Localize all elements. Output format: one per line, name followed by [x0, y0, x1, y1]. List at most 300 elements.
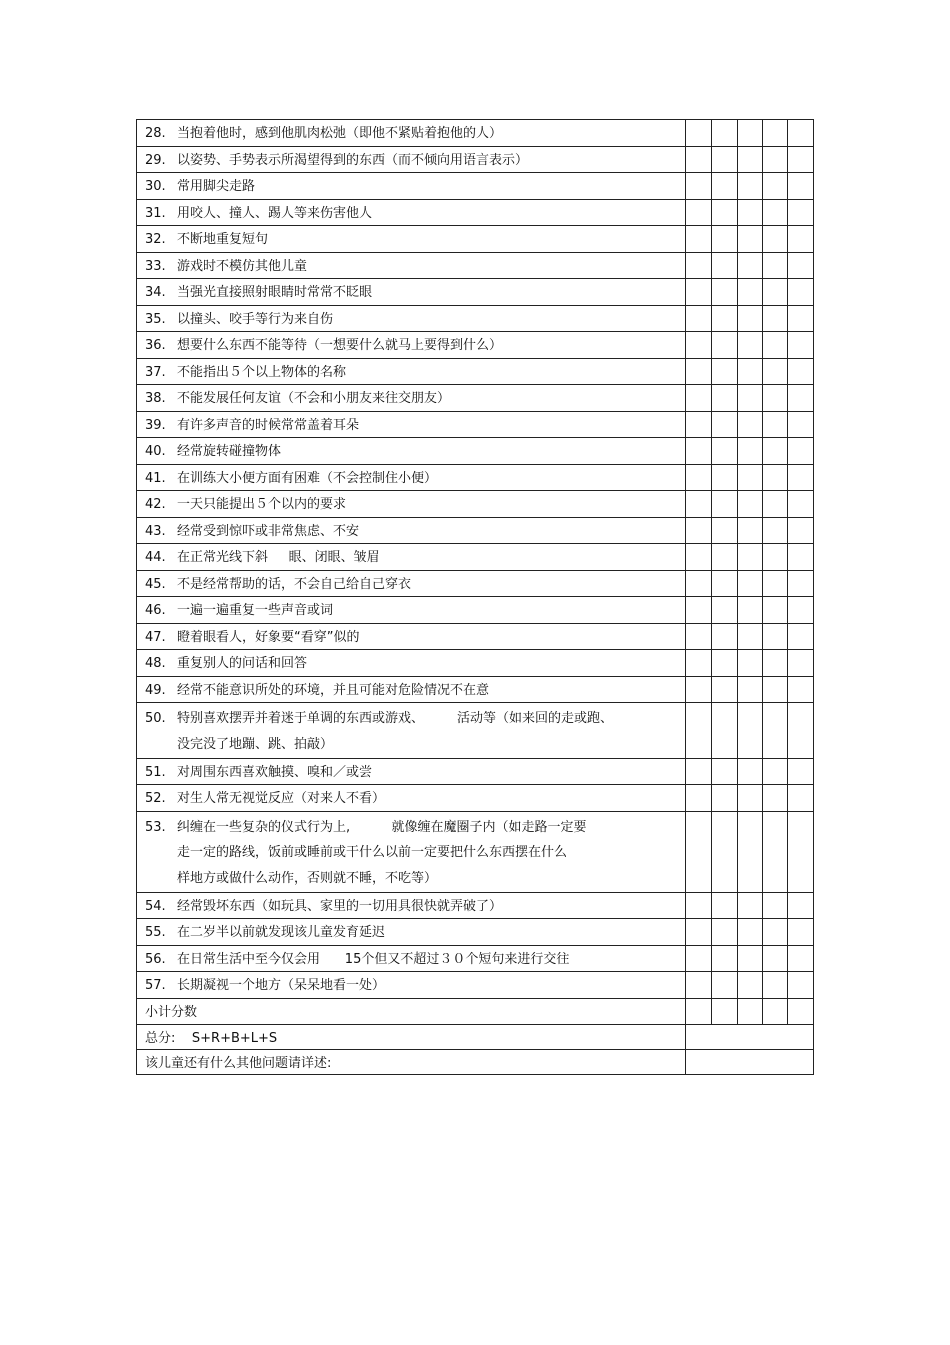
- item-score-cell-1[interactable]: [686, 811, 712, 892]
- item-number: 31.: [145, 205, 166, 221]
- item-score-cell-4[interactable]: [763, 173, 788, 200]
- item-score-cell-3[interactable]: [738, 199, 763, 226]
- item-text-cell: [137, 279, 686, 306]
- item-row: [137, 385, 814, 412]
- item-row: [137, 972, 814, 999]
- item-score-cell-4[interactable]: [763, 491, 788, 518]
- item-score-cell-1[interactable]: [686, 676, 712, 703]
- item-line: [145, 203, 685, 226]
- item-number: 53.: [145, 819, 166, 835]
- item-continuation-line: [145, 732, 685, 758]
- item-score-cell-1[interactable]: [686, 385, 712, 412]
- item-score-cell-2[interactable]: [712, 570, 738, 597]
- item-row: [137, 785, 814, 812]
- item-score-cell-4[interactable]: [763, 358, 788, 385]
- item-number: 57.: [145, 978, 166, 994]
- item-number: 33.: [145, 258, 166, 274]
- item-text-cell: [137, 120, 686, 147]
- item-score-cell-2[interactable]: [712, 199, 738, 226]
- item-score-cell-5[interactable]: [788, 811, 814, 892]
- item-line: [145, 896, 685, 919]
- item-score-cell-4[interactable]: [763, 972, 788, 999]
- item-score-cell-3[interactable]: [738, 491, 763, 518]
- item-score-cell-4[interactable]: [763, 703, 788, 759]
- checklist-table: [136, 119, 814, 1075]
- item-score-cell-4[interactable]: [763, 811, 788, 892]
- item-score-cell-2[interactable]: [712, 305, 738, 332]
- item-line: [145, 574, 685, 597]
- item-number: 54.: [145, 898, 166, 914]
- item-score-cell-4[interactable]: [763, 146, 788, 173]
- other-problems-label: 该儿童还有什么其他问题请详述:: [137, 1050, 686, 1075]
- item-score-cell-3[interactable]: [738, 570, 763, 597]
- item-row: [137, 892, 814, 919]
- item-score-cell-4[interactable]: [763, 199, 788, 226]
- item-score-cell-1[interactable]: [686, 226, 712, 253]
- item-line: [145, 150, 685, 173]
- item-number: 51.: [145, 764, 166, 780]
- item-score-cell-1[interactable]: [686, 438, 712, 465]
- item-description: 经常受到惊吓或非常焦虑、不安: [177, 523, 360, 539]
- subtotal-score-cell-5[interactable]: [788, 998, 814, 1025]
- item-number: 37.: [145, 364, 166, 380]
- other-problems-input-cell[interactable]: [686, 1050, 814, 1075]
- item-number: 47.: [145, 629, 166, 645]
- item-score-cell-5[interactable]: [788, 945, 814, 972]
- item-score-cell-3[interactable]: [738, 305, 763, 332]
- item-row: [137, 945, 814, 972]
- item-score-cell-3[interactable]: [738, 332, 763, 359]
- item-score-cell-5[interactable]: [788, 919, 814, 946]
- item-text-cell: [137, 650, 686, 677]
- item-description: 一遍一遍重复一些声音或词: [177, 603, 334, 618]
- item-description: 长期凝视一个地方（呆呆地看一处）: [177, 978, 386, 994]
- item-line: [145, 415, 685, 438]
- item-row: [137, 252, 814, 279]
- item-score-cell-3[interactable]: [738, 811, 763, 892]
- item-score-cell-3[interactable]: [738, 945, 763, 972]
- item-row: [137, 146, 814, 173]
- item-score-cell-5[interactable]: [788, 703, 814, 759]
- item-score-cell-4[interactable]: [763, 226, 788, 253]
- item-number: 48.: [145, 656, 166, 671]
- item-score-cell-3[interactable]: [738, 919, 763, 946]
- item-line: [145, 547, 685, 570]
- item-description: 有许多声音的时候常常盖着耳朵: [177, 417, 360, 433]
- item-score-cell-2[interactable]: [712, 972, 738, 999]
- item-score-cell-2[interactable]: [712, 252, 738, 279]
- item-score-cell-2[interactable]: [712, 279, 738, 306]
- item-row: [137, 703, 814, 759]
- item-description: 在正常光线下斜 眼、闭眼、皱眉: [177, 550, 380, 565]
- item-score-cell-5[interactable]: [788, 623, 814, 650]
- item-description: 对周围东西喜欢触摸、嗅和／或尝: [177, 764, 373, 780]
- item-description: 不能发展任何友谊（不会和小朋友来往交朋友）: [177, 391, 451, 406]
- item-line: [145, 282, 685, 305]
- item-description: 瞪着眼看人，好象要“看穿”似的: [177, 629, 360, 645]
- item-description: 当抱着他时，感到他肌肉松弛（即他不紧贴着抱他的人）: [177, 126, 503, 141]
- item-score-cell-2[interactable]: [712, 919, 738, 946]
- item-score-cell-5[interactable]: [788, 438, 814, 465]
- item-score-cell-5[interactable]: [788, 544, 814, 571]
- item-score-cell-2[interactable]: [712, 623, 738, 650]
- item-score-cell-5[interactable]: [788, 570, 814, 597]
- item-score-cell-4[interactable]: [763, 945, 788, 972]
- item-row: [137, 623, 814, 650]
- item-line: [145, 922, 685, 945]
- item-score-cell-1[interactable]: [686, 464, 712, 491]
- item-description: 在训练大小便方面有困难（不会控制住小便）: [177, 470, 438, 486]
- item-text-cell: [137, 411, 686, 438]
- item-line: [145, 627, 685, 650]
- item-line: [145, 229, 685, 252]
- item-score-cell-2[interactable]: [712, 173, 738, 200]
- item-number: 45.: [145, 576, 166, 592]
- item-text-cell: [137, 570, 686, 597]
- item-score-cell-4[interactable]: [763, 758, 788, 785]
- item-line: [145, 309, 685, 332]
- item-line: [145, 123, 685, 146]
- item-score-cell-3[interactable]: [738, 892, 763, 919]
- item-score-cell-5[interactable]: [788, 146, 814, 173]
- item-row: [137, 464, 814, 491]
- item-description: 当强光直接照射眼睛时常常不眨眼: [177, 285, 373, 300]
- item-text-cell: [137, 892, 686, 919]
- item-score-cell-4[interactable]: [763, 919, 788, 946]
- item-score-cell-2[interactable]: [712, 411, 738, 438]
- item-description: 没完没了地蹦、跳、拍敲）: [177, 736, 334, 752]
- item-score-cell-2[interactable]: [712, 811, 738, 892]
- item-description: 样地方或做什么动作，否则就不睡，不吃等）: [177, 871, 438, 887]
- item-score-cell-5[interactable]: [788, 279, 814, 306]
- item-score-cell-1[interactable]: [686, 597, 712, 624]
- item-score-cell-5[interactable]: [788, 676, 814, 703]
- item-score-cell-3[interactable]: [738, 517, 763, 544]
- item-score-cell-5[interactable]: [788, 332, 814, 359]
- total-value-cell[interactable]: [686, 1025, 814, 1050]
- item-line: [145, 335, 685, 358]
- subtotal-score-cell-2[interactable]: [712, 998, 738, 1025]
- item-score-cell-2[interactable]: [712, 464, 738, 491]
- item-line: [145, 949, 685, 972]
- subtotal-label: 小计分数: [137, 998, 686, 1025]
- item-score-cell-5[interactable]: [788, 597, 814, 624]
- item-number: 40.: [145, 444, 166, 459]
- item-score-cell-3[interactable]: [738, 758, 763, 785]
- item-text-cell: [137, 919, 686, 946]
- item-score-cell-4[interactable]: [763, 676, 788, 703]
- item-row: [137, 358, 814, 385]
- item-score-cell-2[interactable]: [712, 703, 738, 759]
- item-score-cell-4[interactable]: [763, 892, 788, 919]
- item-score-cell-3[interactable]: [738, 464, 763, 491]
- item-description: 纠缠在一些复杂的仪式行为上, 就像缠在魔圈子内（如走路一定要: [177, 819, 587, 835]
- item-score-cell-2[interactable]: [712, 385, 738, 412]
- item-score-cell-5[interactable]: [788, 650, 814, 677]
- item-score-cell-5[interactable]: [788, 305, 814, 332]
- item-text-cell: [137, 972, 686, 999]
- item-score-cell-4[interactable]: [763, 517, 788, 544]
- item-score-cell-3[interactable]: [738, 703, 763, 759]
- item-score-cell-5[interactable]: [788, 517, 814, 544]
- item-score-cell-2[interactable]: [712, 438, 738, 465]
- item-score-cell-3[interactable]: [738, 438, 763, 465]
- item-score-cell-2[interactable]: [712, 892, 738, 919]
- item-text-cell: [137, 544, 686, 571]
- item-text-cell: [137, 358, 686, 385]
- total-row: [137, 1025, 814, 1050]
- item-score-cell-5[interactable]: [788, 173, 814, 200]
- item-row: [137, 226, 814, 253]
- item-number: 28.: [145, 126, 166, 141]
- item-description: 重复别人的问话和回答: [177, 656, 308, 671]
- item-description: 特别喜欢摆弄并着迷于单调的东西或游戏、 活动等（如来回的走或跑、: [177, 711, 614, 726]
- item-score-cell-4[interactable]: [763, 623, 788, 650]
- item-score-cell-1[interactable]: [686, 358, 712, 385]
- item-row: [137, 199, 814, 226]
- item-score-cell-1[interactable]: [686, 785, 712, 812]
- item-score-cell-2[interactable]: [712, 544, 738, 571]
- item-line: [145, 521, 685, 544]
- item-number: 42.: [145, 497, 166, 512]
- item-text-cell: [137, 173, 686, 200]
- item-description: 游戏时不模仿其他儿童: [177, 258, 308, 274]
- item-description: 对生人常无视觉反应（对来人不看）: [177, 791, 386, 807]
- item-score-cell-5[interactable]: [788, 972, 814, 999]
- item-line: [145, 362, 685, 385]
- item-score-cell-2[interactable]: [712, 945, 738, 972]
- other-problems-row: [137, 1050, 814, 1075]
- item-score-cell-1[interactable]: [686, 650, 712, 677]
- item-text-cell: [137, 252, 686, 279]
- item-line: [145, 176, 685, 199]
- item-score-cell-1[interactable]: [686, 411, 712, 438]
- subtotal-score-cell-1[interactable]: [686, 998, 712, 1025]
- item-score-cell-2[interactable]: [712, 597, 738, 624]
- item-score-cell-2[interactable]: [712, 146, 738, 173]
- item-line: [145, 706, 685, 732]
- item-row: [137, 305, 814, 332]
- item-line: [145, 815, 685, 841]
- item-description: 经常不能意识所处的环境，并且可能对危险情况不在意: [177, 682, 490, 698]
- item-row: [137, 676, 814, 703]
- item-score-cell-4[interactable]: [763, 544, 788, 571]
- item-score-cell-3[interactable]: [738, 411, 763, 438]
- item-description: 经常旋转碰撞物体: [177, 444, 282, 459]
- item-row: [137, 919, 814, 946]
- item-row: [137, 332, 814, 359]
- item-line: [145, 441, 685, 464]
- item-score-cell-2[interactable]: [712, 120, 738, 147]
- item-text-cell: [137, 464, 686, 491]
- item-score-cell-2[interactable]: [712, 491, 738, 518]
- item-text-cell: [137, 517, 686, 544]
- item-score-cell-5[interactable]: [788, 120, 814, 147]
- item-description: 以撞头、咬手等行为来自伤: [177, 311, 334, 327]
- item-score-cell-4[interactable]: [763, 785, 788, 812]
- item-text-cell: [137, 597, 686, 624]
- item-score-cell-5[interactable]: [788, 358, 814, 385]
- item-text-cell: [137, 758, 686, 785]
- item-score-cell-1[interactable]: [686, 945, 712, 972]
- item-score-cell-4[interactable]: [763, 464, 788, 491]
- item-score-cell-1[interactable]: [686, 491, 712, 518]
- item-score-cell-1[interactable]: [686, 758, 712, 785]
- item-score-cell-1[interactable]: [686, 919, 712, 946]
- item-score-cell-3[interactable]: [738, 785, 763, 812]
- item-score-cell-1[interactable]: [686, 703, 712, 759]
- item-score-cell-1[interactable]: [686, 544, 712, 571]
- item-score-cell-3[interactable]: [738, 252, 763, 279]
- item-row: [137, 517, 814, 544]
- item-description: 不能指出５个以上物体的名称: [177, 364, 347, 380]
- item-score-cell-5[interactable]: [788, 411, 814, 438]
- subtotal-row: [137, 998, 814, 1025]
- item-line: [145, 468, 685, 491]
- item-number: 38.: [145, 391, 166, 406]
- item-line: [145, 494, 685, 517]
- item-score-cell-3[interactable]: [738, 120, 763, 147]
- item-row: [137, 758, 814, 785]
- item-score-cell-3[interactable]: [738, 385, 763, 412]
- item-score-cell-3[interactable]: [738, 972, 763, 999]
- item-number: 56.: [145, 951, 166, 967]
- item-number: 36.: [145, 338, 166, 353]
- item-row: [137, 597, 814, 624]
- item-score-cell-5[interactable]: [788, 464, 814, 491]
- item-score-cell-3[interactable]: [738, 226, 763, 253]
- item-score-cell-2[interactable]: [712, 358, 738, 385]
- item-description: 以姿势、手势表示所渴望得到的东西（而不倾向用语言表示）: [177, 152, 529, 168]
- item-text-cell: [137, 305, 686, 332]
- item-description: 走一定的路线，饭前或睡前或干什么以前一定要把什么东西摆在什么: [177, 845, 568, 861]
- item-score-cell-5[interactable]: [788, 491, 814, 518]
- item-score-cell-1[interactable]: [686, 517, 712, 544]
- item-score-cell-1[interactable]: [686, 623, 712, 650]
- item-score-cell-2[interactable]: [712, 758, 738, 785]
- item-description: 不断地重复短句: [177, 232, 269, 247]
- item-score-cell-3[interactable]: [738, 597, 763, 624]
- item-number: 44.: [145, 550, 166, 565]
- item-text-cell: [137, 703, 686, 759]
- item-description: 想要什么东西不能等待（一想要什么就马上要得到什么）: [177, 338, 503, 353]
- item-score-cell-5[interactable]: [788, 758, 814, 785]
- item-score-cell-2[interactable]: [712, 226, 738, 253]
- item-description: 在二岁半以前就发现该儿童发育延迟: [177, 925, 386, 941]
- item-text-cell: [137, 623, 686, 650]
- item-score-cell-4[interactable]: [763, 570, 788, 597]
- item-score-cell-1[interactable]: [686, 120, 712, 147]
- item-description: 不是经常帮助的话，不会自己给自己穿衣: [177, 576, 412, 592]
- item-score-cell-2[interactable]: [712, 785, 738, 812]
- item-text-cell: [137, 438, 686, 465]
- item-score-cell-3[interactable]: [738, 173, 763, 200]
- item-line: [145, 788, 685, 811]
- item-score-cell-3[interactable]: [738, 279, 763, 306]
- item-score-cell-1[interactable]: [686, 972, 712, 999]
- item-score-cell-1[interactable]: [686, 570, 712, 597]
- item-score-cell-3[interactable]: [738, 623, 763, 650]
- item-score-cell-3[interactable]: [738, 544, 763, 571]
- item-score-cell-4[interactable]: [763, 597, 788, 624]
- item-row: [137, 650, 814, 677]
- item-number: 41.: [145, 470, 166, 486]
- item-text-cell: [137, 676, 686, 703]
- item-score-cell-2[interactable]: [712, 676, 738, 703]
- item-score-cell-1[interactable]: [686, 892, 712, 919]
- item-text-cell: [137, 146, 686, 173]
- item-text-cell: [137, 811, 686, 892]
- item-score-cell-1[interactable]: [686, 199, 712, 226]
- item-number: 52.: [145, 791, 166, 807]
- item-score-cell-5[interactable]: [788, 385, 814, 412]
- item-number: 43.: [145, 523, 166, 539]
- item-score-cell-1[interactable]: [686, 146, 712, 173]
- item-score-cell-3[interactable]: [738, 650, 763, 677]
- item-score-cell-4[interactable]: [763, 279, 788, 306]
- item-score-cell-4[interactable]: [763, 332, 788, 359]
- item-score-cell-1[interactable]: [686, 252, 712, 279]
- item-line: [145, 762, 685, 785]
- item-score-cell-2[interactable]: [712, 650, 738, 677]
- item-description: 用咬人、撞人、踢人等来伤害他人: [177, 205, 373, 221]
- item-score-cell-5[interactable]: [788, 226, 814, 253]
- item-score-cell-1[interactable]: [686, 332, 712, 359]
- item-line: [145, 653, 685, 676]
- item-number: 46.: [145, 603, 166, 618]
- item-continuation-line: [145, 840, 685, 866]
- subtotal-score-cell-3[interactable]: [738, 998, 763, 1025]
- item-score-cell-5[interactable]: [788, 892, 814, 919]
- item-description: 一天只能提出５个以内的要求: [177, 497, 347, 512]
- item-description: 在日常生活中至今仅会用 15个但又不超过３０个短句来进行交往: [177, 951, 570, 967]
- item-score-cell-3[interactable]: [738, 676, 763, 703]
- item-score-cell-5[interactable]: [788, 199, 814, 226]
- item-description: 经常毁坏东西（如玩具、家里的一切用具很快就弄破了）: [177, 898, 503, 914]
- item-line: [145, 600, 685, 623]
- item-number: 55.: [145, 925, 166, 941]
- item-line: [145, 388, 685, 411]
- item-score-cell-4[interactable]: [763, 438, 788, 465]
- item-score-cell-4[interactable]: [763, 120, 788, 147]
- item-score-cell-1[interactable]: [686, 279, 712, 306]
- item-line: [145, 975, 685, 998]
- item-score-cell-4[interactable]: [763, 411, 788, 438]
- item-score-cell-2[interactable]: [712, 332, 738, 359]
- item-score-cell-4[interactable]: [763, 252, 788, 279]
- item-score-cell-3[interactable]: [738, 146, 763, 173]
- item-number: 32.: [145, 232, 166, 247]
- item-score-cell-4[interactable]: [763, 305, 788, 332]
- item-score-cell-4[interactable]: [763, 385, 788, 412]
- item-row: [137, 173, 814, 200]
- item-number: 35.: [145, 311, 166, 327]
- item-score-cell-1[interactable]: [686, 305, 712, 332]
- item-text-cell: [137, 945, 686, 972]
- item-row: [137, 570, 814, 597]
- item-score-cell-5[interactable]: [788, 785, 814, 812]
- item-score-cell-2[interactable]: [712, 517, 738, 544]
- item-text-cell: [137, 226, 686, 253]
- item-row: [137, 811, 814, 892]
- item-score-cell-5[interactable]: [788, 252, 814, 279]
- item-score-cell-4[interactable]: [763, 650, 788, 677]
- item-score-cell-3[interactable]: [738, 358, 763, 385]
- item-score-cell-1[interactable]: [686, 173, 712, 200]
- item-number: 39.: [145, 417, 166, 433]
- item-row: [137, 279, 814, 306]
- subtotal-score-cell-4[interactable]: [763, 998, 788, 1025]
